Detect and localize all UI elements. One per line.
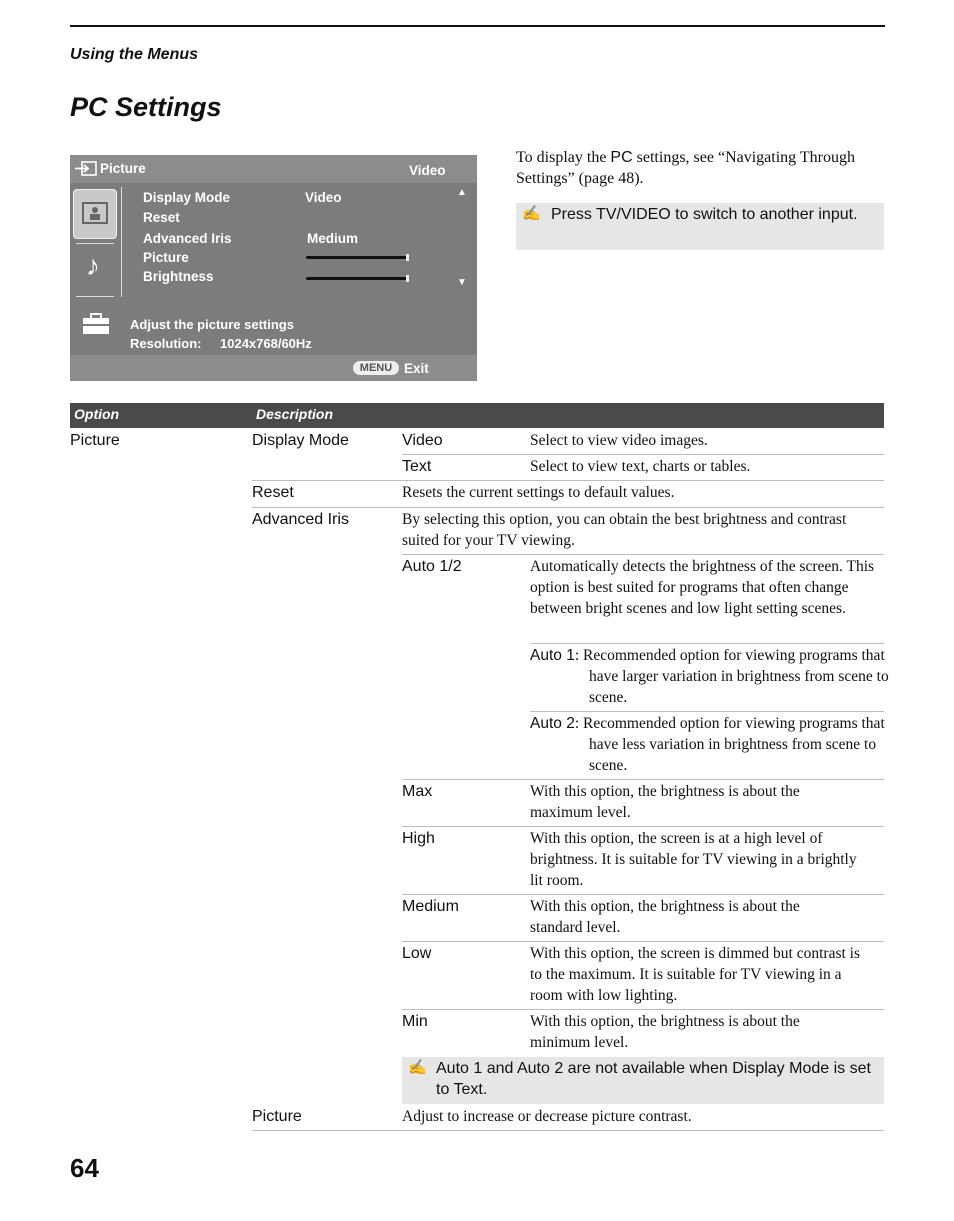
- row-rule: [402, 826, 884, 827]
- osd-item-label[interactable]: Display Mode: [143, 190, 231, 205]
- osd-hint: Adjust the picture settings: [130, 317, 294, 332]
- value-name: Min: [402, 1013, 428, 1030]
- intro-text: To display the: [516, 149, 611, 166]
- row-rule: [530, 711, 884, 712]
- note-text: Press TV/VIDEO to switch to another input.: [551, 206, 858, 223]
- menu-button[interactable]: MENU: [353, 361, 399, 375]
- setting-name: Reset: [252, 484, 294, 501]
- row-rule: [530, 643, 884, 644]
- brightness-slider[interactable]: [306, 277, 408, 280]
- intro-paragraph: [516, 147, 886, 189]
- note-box: [516, 203, 884, 250]
- osd-divider: [76, 243, 114, 244]
- value-name: Max: [402, 783, 433, 800]
- setting-description: Adjust to increase or decrease picture contrast.: [402, 1108, 692, 1125]
- osd-input-label: Picture: [100, 161, 146, 176]
- auto1-description: : Recommended option for viewing programs that have larger variation in brightness from scene to scene.: [574, 647, 889, 706]
- row-rule: [252, 1130, 884, 1131]
- auto1-label: Auto 1: [530, 647, 575, 664]
- osd-item-label[interactable]: Reset: [143, 210, 180, 225]
- osd-resolution-value: 1024x768/60Hz: [220, 336, 312, 351]
- input-icon: [74, 161, 98, 177]
- row-rule: [402, 894, 884, 895]
- setting-description: Resets the current settings to default values.: [402, 484, 675, 501]
- setting-name: Picture: [252, 1108, 302, 1125]
- osd-item-value: Medium: [307, 231, 359, 246]
- note-pencil-icon: ✍: [408, 1060, 427, 1076]
- value-description: Select to view video images.: [530, 432, 708, 449]
- row-rule: [252, 480, 884, 481]
- note-text: Auto 1 and Auto 2 are not available when Display Mode is set to Text.: [436, 1060, 871, 1098]
- row-rule: [402, 779, 884, 780]
- row-rule: [402, 1009, 884, 1010]
- osd-exit-label: Exit: [404, 361, 429, 376]
- picture-tab-box[interactable]: [73, 189, 117, 239]
- sound-icon[interactable]: ♪: [86, 250, 100, 281]
- osd-screenshot: [70, 155, 477, 381]
- top-rule: [70, 25, 885, 27]
- value-description: With this option, the brightness is about the standard level.: [530, 898, 800, 936]
- scroll-up-icon[interactable]: ▲: [457, 187, 467, 198]
- osd-item-label[interactable]: Advanced Iris: [143, 231, 232, 246]
- value-description: With this option, the screen is dimmed but contrast is to the maximum. It is suitable for TV viewing in a room with low lighting.: [530, 945, 860, 1004]
- auto1-entry: [530, 645, 909, 708]
- note-box: [402, 1057, 884, 1104]
- value-name: Auto 1/2: [402, 558, 462, 575]
- value-name: Text: [402, 458, 432, 475]
- value-description: With this option, the brightness is about the minimum level.: [530, 1013, 800, 1051]
- option-name: Picture: [70, 432, 120, 449]
- value-description: Select to view text, charts or tables.: [530, 458, 751, 475]
- section-heading: Using the Menus: [70, 46, 199, 63]
- auto2-label: Auto 2: [530, 715, 575, 732]
- auto2-entry: [530, 713, 889, 776]
- value-name: Low: [402, 945, 432, 962]
- auto2-description: : Recommended option for viewing programs that have less variation in brightness from scene to scene.: [574, 715, 885, 774]
- scroll-down-icon[interactable]: ▼: [457, 277, 467, 288]
- osd-item-label[interactable]: Brightness: [143, 269, 214, 284]
- row-rule: [252, 507, 884, 508]
- header-option: Option: [74, 406, 120, 422]
- value-description: With this option, the brightness is about the maximum level.: [530, 783, 800, 821]
- value-name: High: [402, 830, 435, 847]
- value-name: Medium: [402, 898, 459, 915]
- intro-pc: PC: [610, 149, 633, 166]
- row-rule: [402, 454, 884, 455]
- osd-resolution-label: Resolution:: [130, 336, 202, 351]
- osd-item-label[interactable]: Picture: [143, 250, 189, 265]
- table-header: [70, 403, 884, 428]
- osd-divider: [76, 296, 114, 297]
- row-rule: [402, 554, 884, 555]
- picture-icon: [82, 202, 108, 224]
- header-description: Description: [256, 406, 334, 422]
- value-name: Video: [402, 432, 443, 449]
- setup-icon[interactable]: [82, 313, 110, 335]
- osd-item-value: Video: [305, 190, 342, 205]
- note-pencil-icon: ✍: [522, 206, 541, 222]
- row-rule: [402, 941, 884, 942]
- osd-input-right: Video: [409, 163, 446, 178]
- page-title: PC Settings: [70, 92, 222, 122]
- intro-text: settings, see “Navigating Through Settings” (page 48).: [516, 149, 855, 187]
- page-number: 64: [70, 1153, 99, 1183]
- setting-name: Advanced Iris: [252, 511, 349, 528]
- setting-description: By selecting this option, you can obtain the best brightness and contrast suited for your TV viewing.: [402, 511, 847, 549]
- picture-slider[interactable]: [306, 256, 408, 259]
- setting-name: Display Mode: [252, 432, 349, 449]
- value-description: With this option, the screen is at a high level of brightness. It is suitable for TV viewing in a brightly lit room.: [530, 830, 857, 889]
- value-description: Automatically detects the brightness of the screen. This option is best suited for programs that often change between bright scenes and low light setting scenes.: [530, 558, 875, 617]
- osd-divider: [121, 187, 122, 297]
